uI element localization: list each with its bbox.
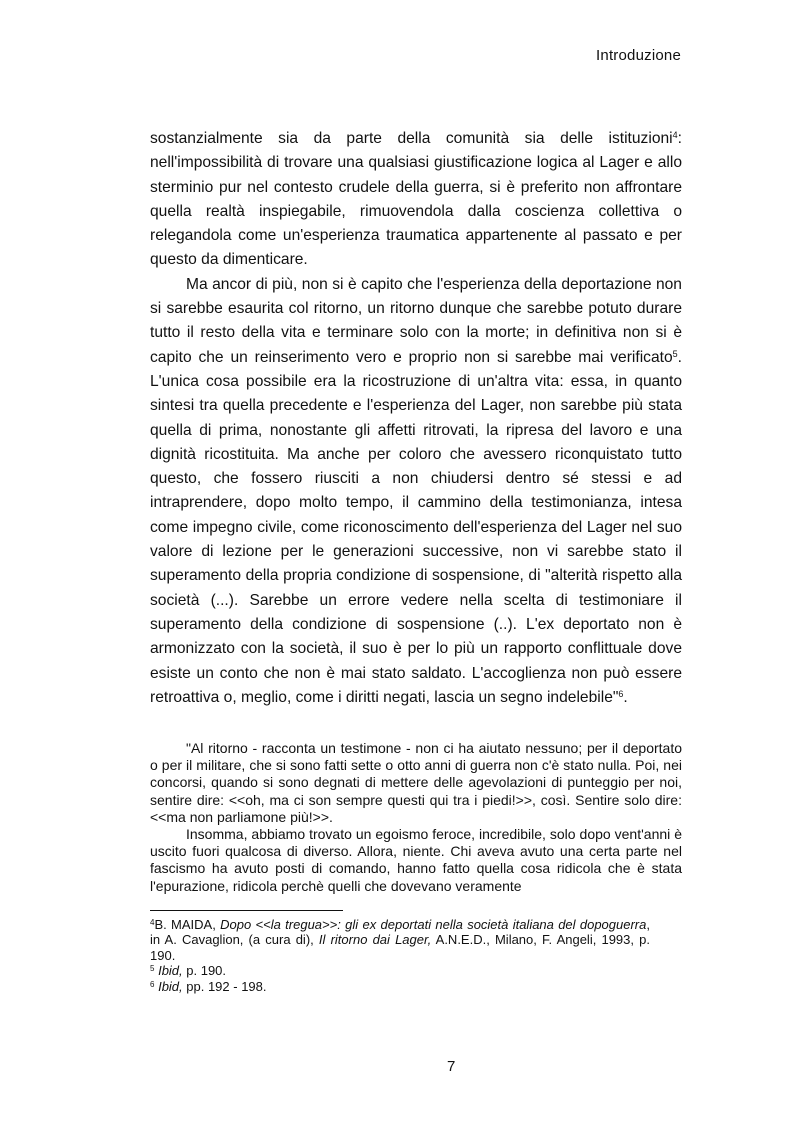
page-number: 7	[447, 1058, 456, 1075]
footnote-5: $^5$ Ibid, p. 190.	[150, 963, 227, 979]
footnote-ref-6[interactable]: 6	[618, 688, 624, 699]
paragraph-2: Ma ancor di più, non si è capito che l'esperienza della deportazione non si sarebbe esaurita col ritorno, un ritorno dunque che sarebbe potuto durare tutto il resto della vita e terminare solo con la morte; in definitiva non si è capito che un reinserimento vero e proprio non si sarebbe mai verificato$^5$. L'unica cosa possibile era la ricostruzione di un'altra vita: essa, in quanto sintesi tra quella precedente e l'esperienza del Lager, non sarebbe più stata quella di prima, nonostante gli affetti ritrovati, la ripresa del lavoro e una dignità ricostituita. Ma anche per coloro che avessero riconquistato tutto questo, che fossero riusciti a non chiudersi dentro sé stessi e ad intraprendere, dopo molto tempo, il cammino della testimonianza, intesa come impegno civile, come riconoscimento dell'esperienza del Lager nel suo valore di lezione per le generazioni successive, non vi sarebbe stato il superamento della propria condizione di sospensione, di "alterità rispetto alla società (...). Sarebbe un errore vedere nella scelta di testimoniare il superamento della condizione di sospensione (..). L'ex deportato non è armonizzato con la società, il suo è per lo più un rapporto conflittuale dove esiste un conto che non è mai stato saldato. L'accoglienza non può essere retroattiva o, meglio, come i diritti negati, lascia un segno indelebile"$^6$.	[150, 275, 682, 706]
block-quote	[150, 740, 682, 895]
running-header: Introduzione	[596, 47, 681, 64]
body-text	[150, 127, 682, 710]
quote-paragraph-1: "Al ritorno - racconta un testimone - non ci ha aiutato nessuno; per il deportato o per il militare, che si sono fatti sette o otto anni di guerra non c'è stato nulla. Poi, nei concorsi, quando si sono degnati di mettere delle agevolazioni di punteggio per noi, sentire dire: <<oh, ma ci son sempre questi qui tra i piedi!>>, così. Sentire solo dire:<<ma non parliamone più!>>.	[150, 740, 682, 825]
footnote-6: $^6$ Ibid, pp. 192 - 198.	[150, 978, 267, 994]
footnote-ref-4[interactable]: 4	[672, 130, 678, 140]
footnote-divider	[150, 910, 343, 911]
footnote-ref-5[interactable]: 5	[672, 348, 678, 359]
footnote-4: $^4$B. MAIDA, Dopo <<la tregua>>: gli ex deportati nella società italiana del dopoguerra, in A. Cavaglion, (a cura di), Il ritorno dai Lager, A.N.E.D., Milano, F. Angeli, 1993, p. 190.	[150, 917, 650, 963]
paragraph-1: sostanzialmente sia da parte della comunità sia delle istituzioni$^4$: nell'impossibilità di trovare una qualsiasi giustificazione logica al Lager e allo sterminio pur nel contesto crudele della guerra, si è preferito non affrontare quella realtà inspiegabile, rimuovendola dalla coscienza collettiva o relegandola come un'esperienza traumatica appartenente al passato e per questo da dimenticare.	[150, 130, 682, 269]
quote-paragraph-2: Insomma, abbiamo trovato un egoismo feroce, incredibile, solo dopo vent'anni è uscito fuori qualcosa di diverso. Allora, niente. Chi aveva avuto una certa parte nel fascismo ha avuto posti di comando, hanno fatto quella cosa ridicola che è stata l'epurazione, ridicola perchè quelli che dovevano veramente	[150, 826, 682, 894]
footnotes	[150, 917, 650, 994]
